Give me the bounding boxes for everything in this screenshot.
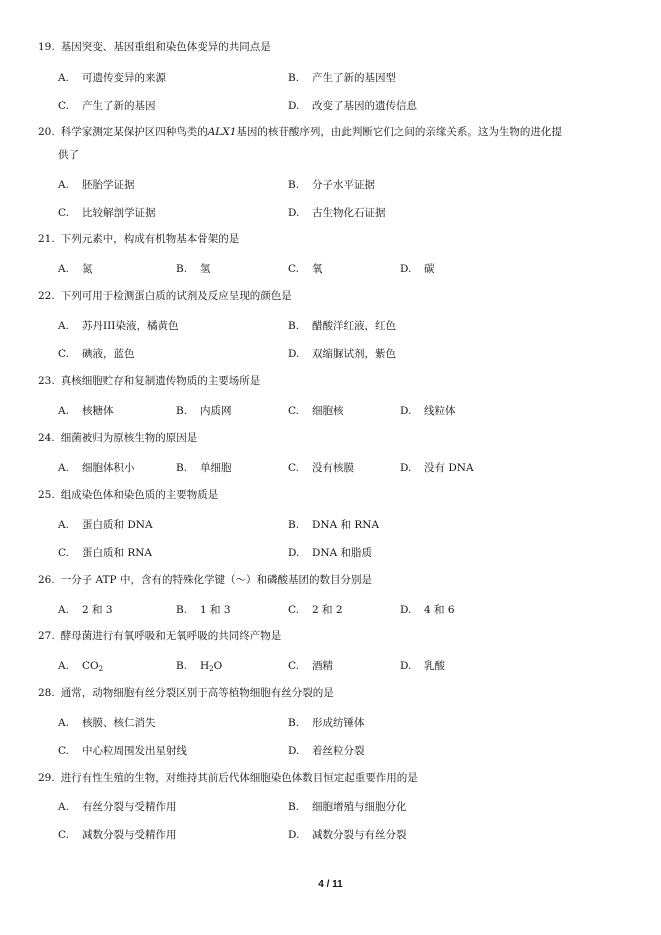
option-text: 苏丹III染液，橘黄色 (82, 320, 179, 332)
option-letter: C. (58, 207, 69, 219)
option-text: 碘液，蓝色 (82, 348, 135, 360)
option-text: 没有 DNA (424, 462, 474, 474)
question-text: 组成染色体和染色质的主要物质是 (60, 489, 219, 501)
question-number: 20. (38, 126, 55, 138)
formula-tail: O (213, 660, 223, 672)
option-d (288, 742, 365, 760)
option-text: 核膜、核仁消失 (82, 717, 156, 729)
option-letter: A. (58, 263, 69, 275)
option-a (58, 714, 156, 732)
option-letter: C. (58, 100, 69, 112)
option-d (400, 260, 435, 278)
option-letter: A. (58, 72, 69, 84)
option-letter: C. (288, 405, 299, 417)
question-stem (38, 229, 628, 250)
option-letter: A. (58, 801, 69, 813)
option-text: 氧 (312, 263, 323, 275)
option-letter: B. (288, 72, 300, 84)
question-number: 25. (38, 489, 55, 501)
option-letter: A. (58, 660, 69, 672)
option-letter: C. (58, 829, 69, 841)
option-a (58, 601, 113, 619)
option-text: 蛋白质和 RNA (82, 547, 153, 559)
option-letter: B. (288, 801, 300, 813)
option-letter: C. (58, 547, 69, 559)
option-letter: A. (58, 405, 69, 417)
option-c (288, 601, 343, 619)
option-text: 减数分裂与受精作用 (82, 829, 177, 841)
question-text: 基因突变、基因重组和染色体变异的共同点是 (60, 41, 271, 53)
option-letter: D. (400, 660, 412, 672)
question-stem (38, 570, 628, 591)
option-letter: D. (288, 348, 300, 360)
question-text: 通常，动物细胞有丝分裂区别于高等植物细胞有丝分裂的是 (60, 687, 334, 699)
question-stem (38, 485, 628, 506)
option-letter: D. (400, 405, 412, 417)
question-stem (38, 37, 628, 58)
option-letter: B. (288, 179, 300, 191)
option-a (58, 402, 114, 420)
option-letter: C. (58, 745, 69, 757)
question-stem (38, 286, 628, 307)
formula-subscript: 2 (209, 665, 214, 673)
option-text: 内质网 (200, 405, 232, 417)
option-letter: A. (58, 320, 69, 332)
option-text: 氮 (82, 263, 93, 275)
option-letter: C. (288, 263, 299, 275)
question-number: 22. (38, 290, 55, 302)
question-number: 28. (38, 687, 55, 699)
option-letter: D. (288, 100, 300, 112)
option-text: 形成纺锤体 (312, 717, 365, 729)
option-text: 双缩脲试剂，紫色 (312, 348, 396, 360)
option-letter: C. (58, 348, 69, 360)
option-a (58, 459, 135, 477)
formula-base: H (200, 660, 210, 672)
option-c (58, 97, 156, 115)
option-c (58, 826, 177, 844)
option-d (288, 544, 372, 562)
option-letter: B. (288, 519, 300, 531)
question-text: 真核细胞贮存和复制遗传物质的主要场所是 (60, 375, 261, 387)
option-b (288, 798, 407, 816)
option-b (288, 317, 396, 335)
formula-base: CO (82, 660, 99, 672)
option-text: 有丝分裂与受精作用 (82, 801, 177, 813)
option-d (400, 459, 474, 477)
option-letter: B. (288, 717, 300, 729)
option-d (288, 204, 386, 222)
question-text: 科学家测定某保护区四种鸟类的 (60, 126, 208, 138)
option-text: 没有核膜 (312, 462, 354, 474)
question-number: 19. (38, 41, 55, 53)
option-letter: B. (176, 604, 188, 616)
option-text: DNA 和脂质 (312, 547, 373, 559)
option-text: 碳 (424, 263, 435, 275)
option-b (176, 402, 232, 420)
option-d (288, 826, 407, 844)
option-letter: D. (400, 462, 412, 474)
option-letter: B. (176, 462, 188, 474)
option-text: 中心粒周围发出星射线 (82, 745, 187, 757)
option-text: 乳酸 (424, 660, 445, 672)
option-letter: B. (176, 405, 188, 417)
option-text: 减数分裂与有丝分裂 (312, 829, 407, 841)
option-b (176, 260, 211, 278)
formula-h2o (200, 660, 222, 672)
option-a (58, 657, 103, 678)
question-number: 23. (38, 375, 55, 387)
option-letter: A. (58, 462, 69, 474)
option-letter: A. (58, 179, 69, 191)
question-number: 29. (38, 772, 55, 784)
option-c (288, 402, 344, 420)
option-text: 氢 (200, 263, 211, 275)
question-text: 进行有性生殖的生物，对维持其前后代体细胞染色体数目恒定起重要作用的是 (60, 772, 418, 784)
option-text: 细胞增殖与细胞分化 (312, 801, 407, 813)
option-c (58, 544, 152, 562)
option-text: 细胞体积小 (82, 462, 135, 474)
formula-subscript: 2 (98, 665, 104, 673)
question-text: 下列可用于检测蛋白质的试剂及反应呈现的颜色是 (60, 290, 292, 302)
option-a (58, 260, 93, 278)
question-stem (38, 683, 628, 704)
option-letter: C. (288, 604, 299, 616)
option-b (288, 176, 375, 194)
option-text: 着丝粒分裂 (312, 745, 365, 757)
option-text: 核糖体 (82, 405, 114, 417)
option-text: DNA 和 RNA (312, 519, 380, 531)
gene-name: ALX1 (207, 126, 237, 138)
option-b (288, 69, 396, 87)
option-d (288, 97, 417, 115)
option-letter: D. (288, 745, 300, 757)
option-text: 2 和 2 (312, 604, 343, 616)
question-stem (38, 428, 628, 449)
option-d (400, 402, 456, 420)
option-a (58, 798, 177, 816)
option-text: 可遗传变异的来源 (82, 72, 166, 84)
option-b (176, 459, 232, 477)
option-b (176, 601, 231, 619)
option-text: 2 和 3 (82, 604, 113, 616)
option-text: 胚胎学证据 (82, 179, 135, 191)
option-letter: D. (288, 547, 300, 559)
question-text: 一分子 ATP 中，含有的特殊化学键（～）和磷酸基团的数目分别是 (60, 574, 372, 586)
option-text: 古生物化石证据 (312, 207, 386, 219)
option-letter: A. (58, 717, 69, 729)
question-stem (38, 768, 628, 789)
formula-co2 (82, 660, 103, 672)
option-letter: D. (288, 829, 300, 841)
option-letter: B. (176, 660, 188, 672)
question-stem (38, 122, 628, 143)
option-letter: C. (288, 462, 299, 474)
option-c (58, 345, 135, 363)
option-a (58, 176, 135, 194)
option-text: 分子水平证据 (312, 179, 375, 191)
option-b (288, 516, 379, 534)
option-letter: D. (400, 604, 412, 616)
option-text: 产生了新的基因 (82, 100, 156, 112)
option-text: 线粒体 (424, 405, 456, 417)
option-text: 比较解剖学证据 (82, 207, 156, 219)
question-text: 基因的核苷酸序列，由此判断它们之间的亲缘关系。这为生物的进化提 (236, 126, 562, 138)
option-text: 4 和 6 (424, 604, 455, 616)
option-a (58, 69, 166, 87)
option-c (288, 260, 323, 278)
option-c (58, 742, 187, 760)
option-d (288, 345, 396, 363)
option-text: 产生了新的基因型 (312, 72, 396, 84)
option-letter: A. (58, 604, 69, 616)
question-stem (38, 626, 628, 647)
option-letter: B. (288, 320, 300, 332)
option-letter: B. (176, 263, 188, 275)
question-text: 酵母菌进行有氧呼吸和无氧呼吸的共同终产物是 (60, 630, 282, 642)
question-text: 供了 (58, 149, 79, 161)
option-c (288, 657, 333, 675)
question-number: 21. (38, 233, 55, 245)
option-d (400, 601, 455, 619)
question-number: 26. (38, 574, 55, 586)
option-letter: C. (288, 660, 299, 672)
option-a (58, 516, 153, 534)
option-text: 单细胞 (200, 462, 232, 474)
option-c (288, 459, 354, 477)
question-text: 下列元素中，构成有机物基本骨架的是 (60, 233, 240, 245)
option-text: 改变了基因的遗传信息 (312, 100, 417, 112)
option-b (176, 657, 222, 678)
question-stem-continued (58, 145, 648, 166)
option-text: 1 和 3 (200, 604, 231, 616)
option-b (288, 714, 365, 732)
question-text: 细菌被归为原核生物的原因是 (60, 432, 198, 444)
question-number: 27. (38, 630, 55, 642)
option-text: 蛋白质和 DNA (82, 519, 153, 531)
option-d (400, 657, 445, 675)
option-c (58, 204, 156, 222)
option-letter: D. (288, 207, 300, 219)
option-letter: A. (58, 519, 69, 531)
option-text: 细胞核 (312, 405, 344, 417)
option-text: 醋酸洋红液，红色 (312, 320, 396, 332)
question-stem (38, 371, 628, 392)
option-a (58, 317, 178, 335)
question-number: 24. (38, 432, 55, 444)
option-letter: D. (400, 263, 412, 275)
page-indicator: 4 / 11 (318, 879, 343, 890)
option-text: 酒精 (312, 660, 333, 672)
